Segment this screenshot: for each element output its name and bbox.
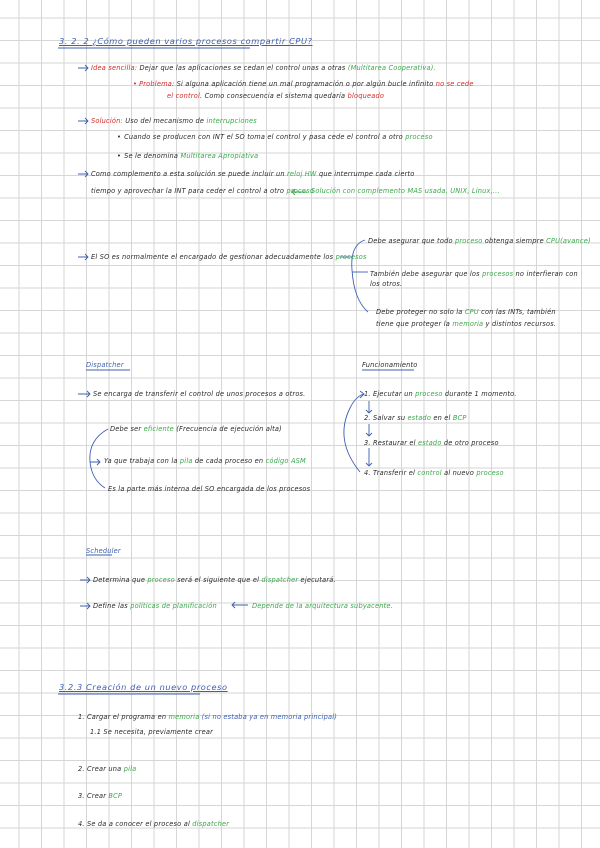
dispatcher-title: Dispatcher <box>86 361 124 369</box>
scheduler-line-2: Define las políticas de planificación <box>93 602 217 610</box>
idea-label: Idea sencilla: <box>91 64 138 72</box>
scheduler-note: Depende de la arquitectura subyacente. <box>252 602 393 610</box>
solution-label: Solución: <box>91 117 123 125</box>
section-heading-3-2-2: 3. 2. 2 ¿Cómo pueden varios procesos compartir CPU? <box>59 36 313 46</box>
so-branch-2-line-1: También debe asegurar que los procesos no interfieran con <box>370 270 578 278</box>
problem-highlight-3: bloqueado <box>347 92 385 100</box>
creation-step-4: 4. Se da a conocer el proceso al dispatcher <box>78 820 230 828</box>
creation-step-3: 3. Crear BCP <box>78 792 123 800</box>
so-branch-3-line-2: tiene que proteger la memoria y distintos recursos. <box>376 320 557 328</box>
step-3: 3. Restaurar el estado de otro proceso <box>364 439 499 447</box>
dispatcher-item-3: Es la parte más interna del SO encargada de los procesos <box>108 485 311 493</box>
scheduler-title: Scheduler <box>86 547 121 555</box>
complement-line-2: tiempo y aprovechar la INT para ceder el control a otro proceso <box>91 187 314 195</box>
so-main-line: El SO es normalmente el encargado de gestionar adecuadamente los procesos <box>91 253 367 261</box>
funcionamiento-title: Funcionamiento <box>362 361 418 369</box>
idea-text: Dejar que las aplicaciones se cedan el control unas a otras <box>137 64 348 72</box>
section-heading-3-2-3: 3.2.3 Creación de un nuevo proceso <box>59 682 228 692</box>
case-1-highlight: proceso <box>405 133 433 141</box>
solution-line <box>91 117 257 125</box>
dispatcher-item-2: Ya que trabaja con la pila de cada proceso en código ASM <box>104 457 306 465</box>
case-1-text: Cuando se producen con INT el SO toma el control y pasa cede el control a otro <box>124 133 406 141</box>
creation-step-1: 1. Cargar el programa en memoria (si no estaba ya en memoria principal) <box>78 713 338 721</box>
step-4: 4. Transferir el control al nuevo proceso <box>364 469 504 477</box>
so-branch-1: Debe asegurar que todo proceso obtenga siempre CPU(avance) <box>368 237 591 245</box>
dispatcher-item-1: Debe ser eficiente (Frecuencia de ejecución alta) <box>110 425 282 433</box>
case-2-highlight: Multitarea Apropiativa <box>180 152 259 160</box>
step-1: 1. Ejecutar un proceso durante 1 momento. <box>364 390 517 398</box>
complement-line-1: Como complemento a esta solución se puede incluir un reloj HW que interrumpe cada cierto <box>91 170 415 178</box>
problem-text: Si alguna aplicación tiene un mal programación o por algún bucle infinito <box>174 80 436 88</box>
problem-highlight-2: el control <box>167 92 200 100</box>
case-1-line: • Cuando se producen con INT el SO toma el control y pasa cede el control a otro proceso <box>117 133 433 141</box>
idea-highlight: (Multitarea Cooperativa). <box>347 64 436 72</box>
case-2-line: • Se le denomina Multitarea Apropiativa <box>117 152 259 160</box>
solution-highlight: interrupciones <box>206 117 257 125</box>
creation-step-2: 2. Crear una pila <box>78 765 137 773</box>
idea-line <box>91 64 436 72</box>
problem-line-1 <box>133 80 474 88</box>
problem-label: Problema: <box>139 80 175 88</box>
scheduler-line-1: Determina que proceso será el siguiente que el dispatcher ejecutará. <box>93 576 336 584</box>
complement-note: Solución con complemento MAS usada. UNIX, Linux,... <box>311 187 500 195</box>
dispatcher-main: Se encarga de transferir el control de unos procesos a otros. <box>93 390 306 398</box>
case-2-text: Se le denomina <box>124 152 181 160</box>
so-branch-3-line-1: Debe proteger no solo la CPU con las INTs, también <box>376 308 556 316</box>
creation-step-1-1: 1.1 Se necesita, previamente crear <box>90 728 213 736</box>
bullet-dot: • <box>133 80 138 88</box>
step-2: 2. Salvar su estado en el BCP <box>364 414 467 422</box>
problem-highlight-1: no se cede <box>435 80 474 88</box>
solution-text: Uso del mecanismo de <box>122 117 207 125</box>
so-branch-2-line-2: los otros. <box>370 280 403 288</box>
problem-line-2 <box>167 92 384 100</box>
problem-text-2: . Como consecuencia el sistema quedaría <box>200 92 348 100</box>
